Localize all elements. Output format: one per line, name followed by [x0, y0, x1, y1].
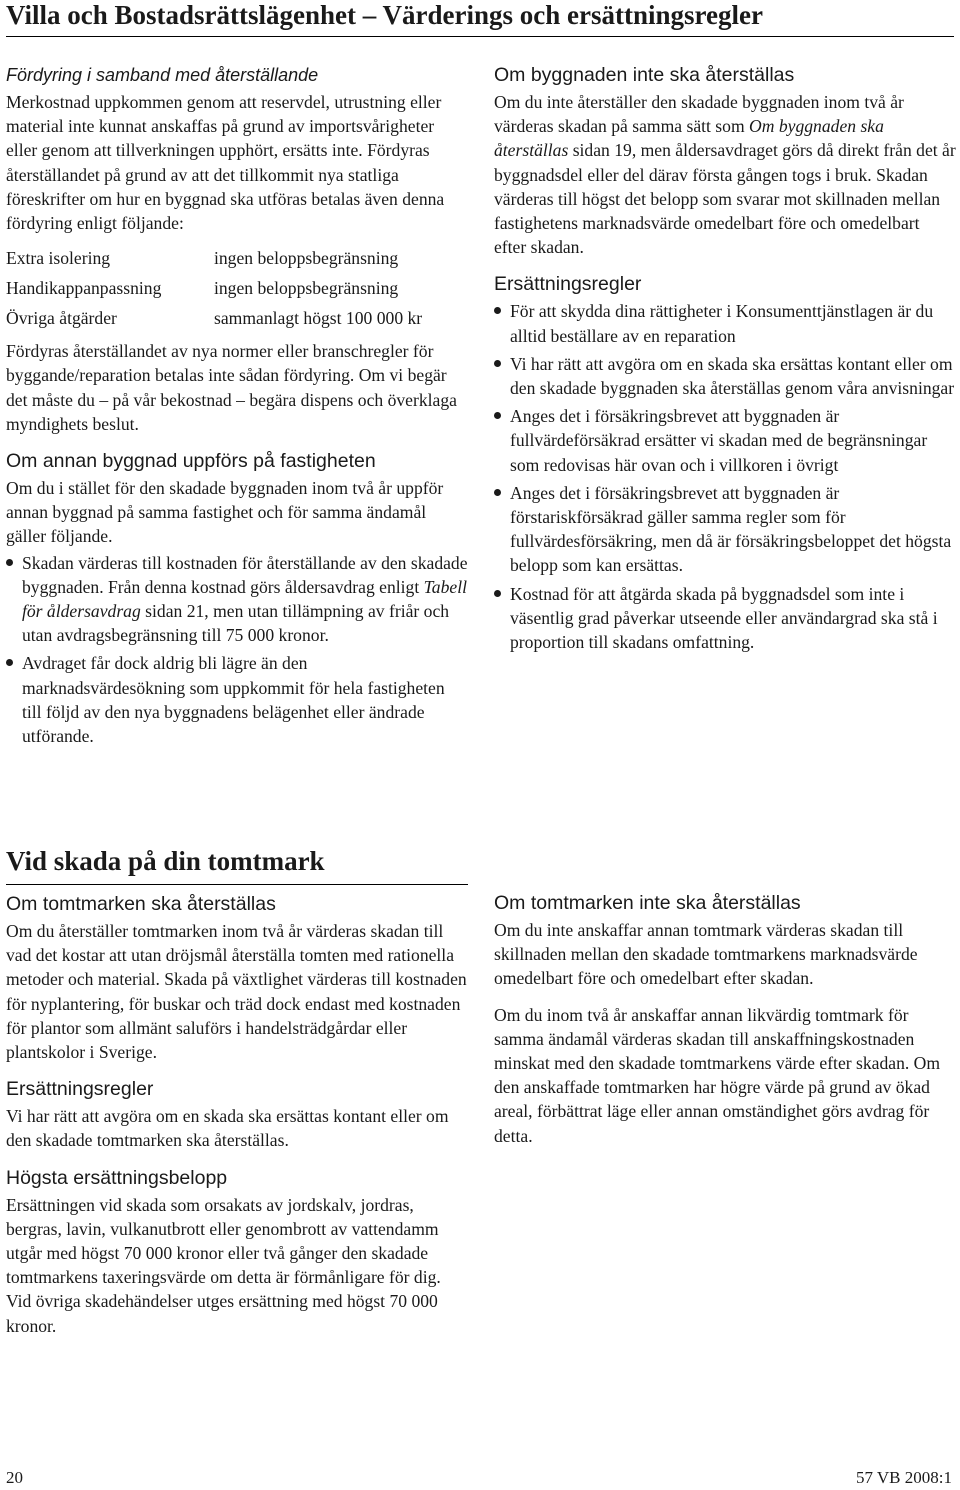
list-item	[6, 551, 468, 648]
paragraph-italic: Om byggnaden ska återställas	[494, 116, 884, 161]
column-bottom-right	[494, 890, 956, 1148]
column-top-left	[6, 62, 468, 752]
bullet-icon	[494, 489, 501, 496]
heading-tomtmark-inte-aterstallas: Om tomtmarken inte ska återställas	[494, 892, 801, 914]
paragraph-ersattningsregler-tomt: Vi har rätt att avgöra om en skada ska ersättas kontant eller om den skadade tomtmarken ska återställas.	[6, 1106, 449, 1151]
table-row	[6, 303, 468, 333]
paragraph-annan-byggnad: Om du i stället för den skadade byggnaden inom två år uppför annan byggnad på samma fastighet och för samma ändamål gäller följande.	[6, 478, 444, 547]
row-label: Övriga åtgärder	[6, 308, 117, 329]
list-item	[494, 352, 956, 400]
table-row	[6, 243, 468, 273]
heading-ersattningsregler: Ersättningsregler	[494, 273, 642, 296]
list-item-text: Anges det i försäkringsbrevet att byggnaden är förstariskförsäkrad gäller samma regler som för fullvärdesförsäkring, men då är försäkringsbeloppet det högsta belopp som kan ersättas.	[510, 482, 952, 576]
list-item	[494, 582, 956, 655]
bullet-icon	[494, 360, 501, 367]
list-item-text: Vi har rätt att avgöra om en skada ska ersättas kontant eller om den skadade byggnaden ska återställas genom våra anvisningar	[510, 353, 955, 399]
paragraph-fordyring-part1: Merkostnad uppkommen genom att reservdel, utrustning eller material inte kunnat anskaffas på grund av importsvårigheter eller genom att tillverkningen upphört, ersätts inte.	[6, 92, 442, 161]
paragraph-tomtmark-inte-1: Om du inte anskaffar annan tomtmark värderas skadan till skillnaden mellan den skadade tomtmarkens marknadsvärde omedelbart före och omedelbart efter skadan.	[494, 920, 918, 989]
list-item-text-a: Skadan värderas till kostnaden för återställande av den skadade byggnaden. Från denna kostnad görs åldersavdrag enligt	[22, 552, 468, 597]
section-title-tomtmark: Vid skada på din tomtmark	[6, 844, 468, 885]
list-item-text: Anges det i försäkringsbrevet att byggnaden är fullvärdeförsäkrad ersätter vi skadan med de begränsningar som redovisas här ovan och i villkoren i övrigt	[510, 406, 928, 475]
row-label: Handikappanpassning	[6, 278, 162, 299]
heading-ersattningsregler-tomt: Ersättningsregler	[6, 1078, 154, 1101]
paragraph-tomtmark-aterstallas: Om du återställer tomtmarken inom två år värderas skadan till vad det kostar att utan dröjsmål återställa tomten med rationella metoder och material. Skada på växtlighet värderas till kostnaden för nyplantering, för buskar och träd dock endast med kostnaden för plantor som allmänt saluförs i handelsträdgårdar eller plantskolor i Sverige.	[6, 921, 467, 1063]
paragraph-tomtmark-inte-2: Om du inom två år anskaffar annan likvärdig tomtmark för samma ändamål värderas skadan till anskaffningskostnaden minskat med den skadade tomtmarkens värde efter skadan. Om den anskaffade tomtmarken har högre värde på grund av ökad areal, förbättrat läge eller annan omständighet görs avdrag för detta.	[494, 1004, 941, 1146]
ersattningsregler-list	[494, 299, 956, 654]
column-bottom-left	[6, 844, 468, 1338]
list-item-text: Avdraget får dock aldrig bli lägre än den marknadsvärdesökning som uppkommit för hela fastigheten till följd av den nya byggnadens belägenhet eller ändrade utförande.	[22, 653, 445, 747]
heading-annan-byggnad: Om annan byggnad uppförs på fastigheten	[6, 450, 376, 473]
table-row	[6, 273, 468, 303]
paragraph-fordyring-part2: Fördyras återställandet på grund av att det tillkommit nya statliga föreskrifter om hur en byggnad ska utföras betalas även denna fördyring enligt följande:	[6, 140, 445, 234]
row-label: Extra isolering	[6, 248, 111, 269]
list-item-italic: Tabell för åldersavdrag	[22, 576, 467, 622]
list-item-text: För att skydda dina rättigheter i Konsumenttjänstlagen är du alltid beställare av en reparation	[510, 301, 934, 346]
column-top-right	[494, 62, 956, 658]
bullet-icon	[494, 590, 501, 597]
list-item	[494, 299, 956, 347]
page-number: 20	[6, 1468, 23, 1487]
bullet-icon	[494, 307, 501, 314]
list-item	[6, 651, 468, 748]
fordyring-table	[6, 243, 468, 333]
bullet-icon	[6, 659, 13, 666]
paragraph-hogsta-belopp: Ersättningen vid skada som orsakats av jordskalv, jordras, bergras, lavin, vulkanutbrott eller genombrott av vattendamm utgår med högst 70 000 kronor eller två gånger den skadade tomtmarkens taxeringsvärde om detta är förmånligare för dig. Vid övriga skadehändelser utges ersättning med högst 70 000 kronor.	[6, 1194, 441, 1336]
heading-inte-aterstallas: Om byggnaden inte ska återställas	[494, 64, 795, 86]
document-code: 57 VB 2008:1	[855, 1468, 952, 1487]
page-title: Villa och Bostadsrättslägenhet – Värderings och ersättningsregler	[6, 0, 763, 30]
list-item	[494, 404, 956, 477]
row-value: ingen beloppsbegränsning	[214, 278, 399, 299]
bullet-icon	[494, 412, 501, 419]
paragraph-fordyring	[6, 90, 468, 235]
page-header	[6, 0, 954, 37]
paragraph-text-a: Om du inte återställer den skadade byggnaden inom två år värderas skadan på samma sätt som	[494, 92, 904, 137]
paragraph-branschregler: Fördyras återställandet av nya normer eller branschregler för byggande/reparation betalas inte sådan fördyring. Om vi begär det måste du – på vår bekostnad – begära dispens och överklaga myndighets beslut.	[6, 341, 457, 434]
list-item-text-b: sidan 21, men utan tillämpning av friår och utan avdragsbegränsning till 75 000 kronor.	[22, 601, 450, 646]
list-item	[494, 481, 956, 578]
bullet-icon	[6, 559, 13, 566]
row-value: sammanlagt högst 100 000 kr	[214, 308, 423, 329]
annan-byggnad-list	[6, 551, 468, 749]
paragraph-inte-aterstallas	[494, 90, 956, 259]
heading-fordyring: Fördyring i samband med återställande	[6, 65, 319, 85]
heading-hogsta-belopp: Högsta ersättningsbelopp	[6, 1166, 228, 1189]
row-value: ingen beloppsbegränsning	[214, 248, 399, 269]
heading-tomtmark-aterstallas: Om tomtmarken ska återställas	[6, 893, 276, 915]
paragraph-text-b: sidan 19, men åldersavdraget görs då direkt från det år byggnadsdel eller del därav första gången togs i bruk. Skadan värderas till högst det belopp som svarar mot skillnaden mellan fastighetens marknadsvärde omedelbart före och omedelbart efter skadan.	[494, 140, 956, 258]
list-item-text: Kostnad för att åtgärda skada på byggnadsdel som inte i väsentlig grad påverkar utseende eller användargrad ska stå i proportion till skadans omfattning.	[510, 583, 938, 653]
